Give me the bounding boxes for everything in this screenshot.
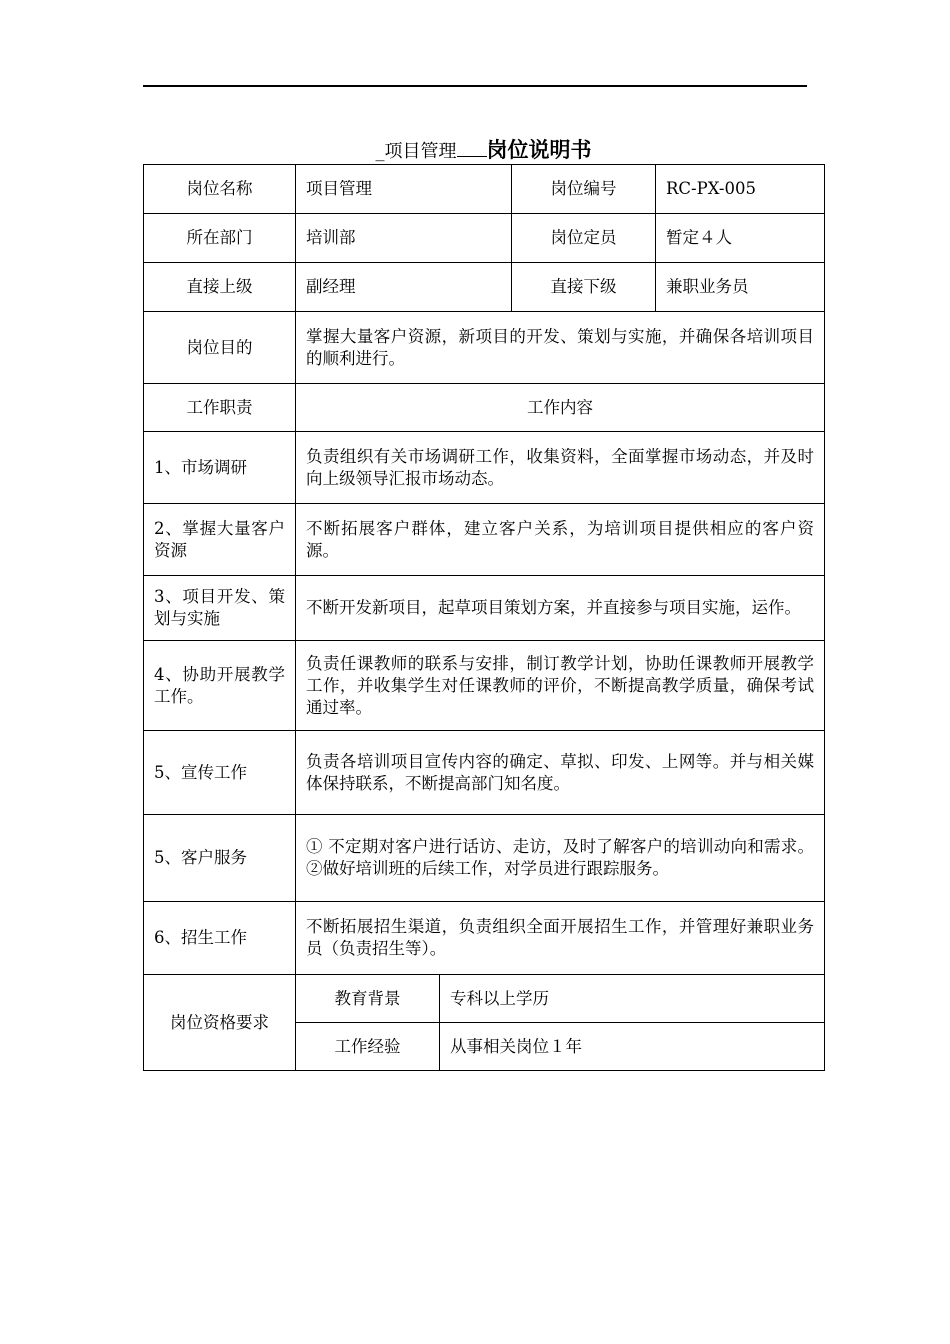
duty-title: 2、掌握大量客户资源 — [144, 504, 296, 576]
row-reporting — [144, 263, 825, 312]
duties-header-right: 工作内容 — [296, 384, 825, 432]
duty-row — [144, 432, 825, 504]
duty-content: 不断开发新项目，起草项目策划方案，并直接参与项目实施，运作。 — [296, 576, 825, 641]
duty-title: 5、客户服务 — [144, 815, 296, 902]
duty-row — [144, 641, 825, 731]
row-purpose — [144, 312, 825, 384]
row-department — [144, 214, 825, 263]
duty-row — [144, 731, 825, 815]
title-prefix: _项目管理 — [375, 141, 457, 162]
superior-value: 副经理 — [296, 263, 512, 312]
experience-label: 工作经验 — [296, 1023, 440, 1071]
headcount-label: 岗位定员 — [512, 214, 656, 263]
job-description-table — [143, 164, 825, 1071]
education-label: 教育背景 — [296, 975, 440, 1023]
duty-title: 1、市场调研 — [144, 432, 296, 504]
duty-content: 不断拓展客户群体，建立客户关系，为培训项目提供相应的客户资源。 — [296, 504, 825, 576]
row-duties-header — [144, 384, 825, 432]
duty-title: 4、协助开展教学工作。 — [144, 641, 296, 731]
duty-row — [144, 504, 825, 576]
duty-title: 5、宣传工作 — [144, 731, 296, 815]
post-name-label: 岗位名称 — [144, 165, 296, 214]
document-title — [143, 136, 824, 164]
duty-content: 负责任课教师的联系与安排，制订教学计划，协助任课教师开展教学工作，并收集学生对任课教师的评价，不断提高教学质量，确保考试通过率。 — [296, 641, 825, 731]
purpose-value: 掌握大量客户资源，新项目的开发、策划与实施，并确保各培训项目的顺利进行。 — [296, 312, 825, 384]
duty-content: 不断拓展招生渠道，负责组织全面开展招生工作，并管理好兼职业务员（负责招生等）。 — [296, 902, 825, 975]
row-post-name — [144, 165, 825, 214]
superior-label: 直接上级 — [144, 263, 296, 312]
header-rule — [143, 85, 807, 87]
duty-row — [144, 902, 825, 975]
duties-header-left: 工作职责 — [144, 384, 296, 432]
purpose-label: 岗位目的 — [144, 312, 296, 384]
duty-title: 3、项目开发、策划与实施 — [144, 576, 296, 641]
duty-content: 负责各培训项目宣传内容的确定、草拟、印发、上网等。并与相关媒体保持联系，不断提高部门知名度。 — [296, 731, 825, 815]
headcount-value: 暂定４人 — [656, 214, 825, 263]
duty-content: 负责组织有关市场调研工作，收集资料，全面掌握市场动态，并及时向上级领导汇报市场动态。 — [296, 432, 825, 504]
duty-content: ① 不定期对客户进行话访、走访，及时了解客户的培训动向和需求。②做好培训班的后续工作，对学员进行跟踪服务。 — [296, 815, 825, 902]
duty-title: 6、招生工作 — [144, 902, 296, 975]
dept-label: 所在部门 — [144, 214, 296, 263]
post-name-value: 项目管理 — [296, 165, 512, 214]
qualification-label: 岗位资格要求 — [144, 975, 296, 1071]
row-education — [144, 975, 825, 1023]
dept-value: 培训部 — [296, 214, 512, 263]
post-code-value: RC-PX-005 — [656, 165, 825, 214]
subordinate-value: 兼职业务员 — [656, 263, 825, 312]
education-value: 专科以上学历 — [440, 975, 825, 1023]
duty-row — [144, 576, 825, 641]
subordinate-label: 直接下级 — [512, 263, 656, 312]
experience-value: 从事相关岗位１年 — [440, 1023, 825, 1071]
title-blank-line — [457, 138, 487, 157]
post-code-label: 岗位编号 — [512, 165, 656, 214]
title-main: 岗位说明书 — [486, 137, 592, 162]
duty-row — [144, 815, 825, 902]
